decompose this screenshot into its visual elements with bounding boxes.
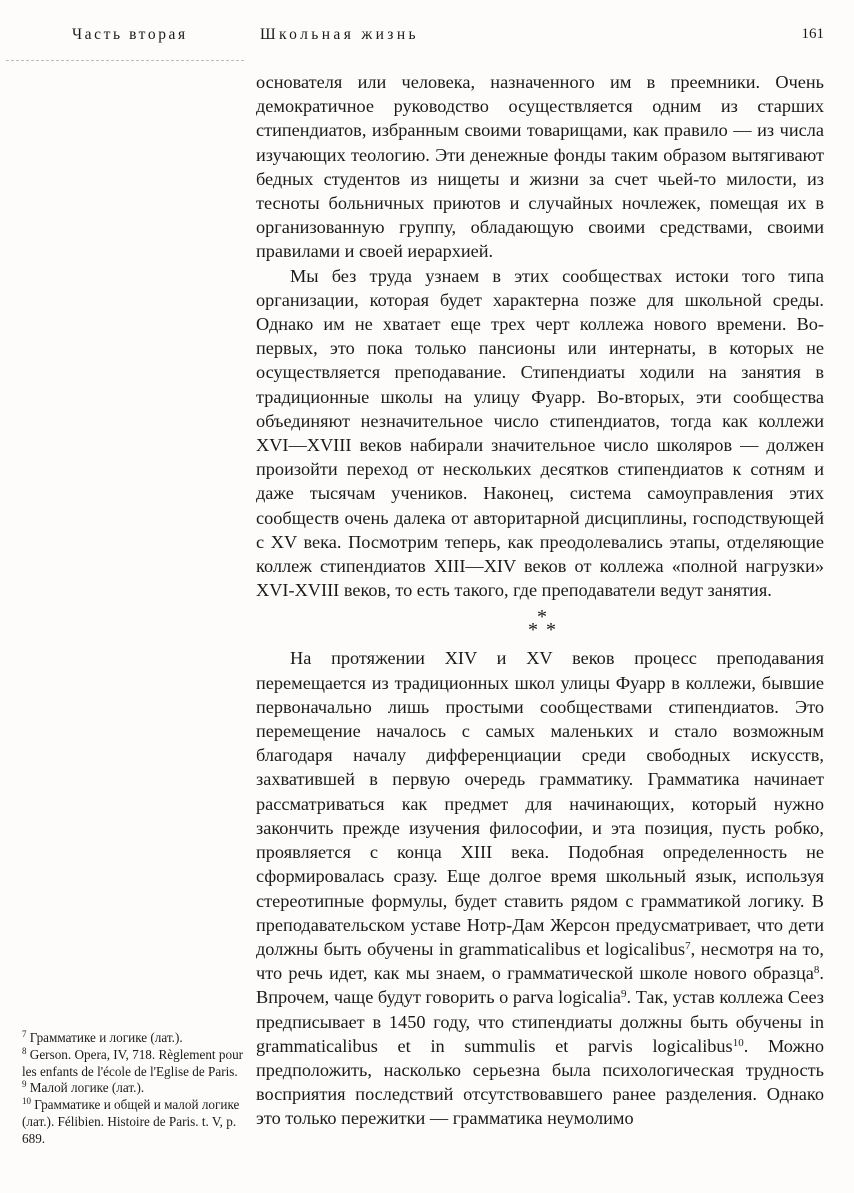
footnote-8: [22, 1047, 250, 1081]
paragraph-1: основателя или человека, назначенного им в преемники. Очень демократичное руководство осуществляется одним из старших стипендиатов, избранным своими товарищами, как правило — из числа изучающих теологию. Эти денежные фонды таким образом вытягивают бедных студентов из нищеты и жизни за счет чьей-то милости, из тесноты больничных приютов и случайных ночлежек, помещая их в организованную группу, обладающую своими средствами, своими правилами и своей иерархией.: [256, 72, 824, 262]
footnote-text: Малой логике (лат.).: [29, 1080, 145, 1096]
main-text: [256, 70, 824, 1131]
footnote-9: [22, 1080, 250, 1097]
paragraph-3-text: . Так, устав коллежа Сеез предписывает в 1450 году, что стипендиаты должны быть обучены in grammaticalibus et in summulis et parvis logicalibus: [256, 987, 825, 1056]
footnote-10: [22, 1097, 250, 1147]
footnote-text: Грамматике и логике (лат.).: [29, 1030, 183, 1045]
paragraph-3-text: . Впрочем, чаще будут говорить о parva logicalia: [256, 963, 824, 1008]
running-head: [72, 26, 824, 50]
header-rule: [6, 60, 244, 61]
chapter-title: Школьная жизнь: [260, 26, 419, 43]
footnote-ref-7[interactable]: 7: [685, 939, 691, 952]
footnote-text: Грамматике и общей и малой логике (лат.). Félibien. Histoire de Paris. t. V, p. 689.: [22, 1097, 240, 1146]
paragraph-3-text: , несмотря на то, что речь идет, как мы знаем, о грамматической школе нового образца: [256, 938, 824, 984]
paragraph-2: Мы без труда узнаем в этих сообществах истоки того типа организации, которая будет характерна позже для школьной среды. Однако им не хватает еще трех черт коллежа нового времени. Во-первых, это пока только пансионы или интернаты, в которых не осуществляется преподавание. Стипендиаты ходили на занятия в традиционные школы на улицу Фуарр. Во-вторых, эти сообщества объединяют незначительное число стипендиатов, тогда как коллежи XVI—XVIII веков набирали значительное число школяров — должен произойти переход от нескольких десятков стипендиатов к сотням и даже тысячам учеников. Наконец, система самоуправления этих сообществ очень далека от авторитарной дисциплины, господствующей с XV века. Посмотрим теперь, как преодолевались этапы, отделяющие коллеж стипендиатов XIII—XIV веков от коллежа «полной нагрузки» XVI-XVIII веков, то есть такого, где преподаватели ведут занятия.: [256, 265, 824, 601]
footnote-number: 10: [22, 1096, 31, 1107]
footnote-number: 9: [22, 1079, 27, 1090]
footnote-text: Gerson. Opera, IV, 718. Règlement pour les enfants de l'école de l'Eglise de Paris.: [22, 1046, 244, 1079]
paragraph-3: [256, 646, 824, 1130]
footnote-ref-10[interactable]: 10: [732, 1036, 744, 1049]
section-separator-asterism: [256, 606, 824, 644]
footnote-7: [22, 1030, 250, 1047]
footnote-number: 7: [22, 1029, 27, 1039]
footnote-number: 8: [22, 1045, 27, 1056]
paragraph-3-text: На протяжении XIV и XV веков процесс преподавания перемещается из традиционных школ улицы Фуарр в коллежи, бывшие первоначально лишь простыми сообществами стипендиатов. Это перемещение началось с самых маленьких и стало возможным благодаря началу дифференциации среди свободных искусств, захватившей в первую очередь грамматику. Грамматика начинает рассматриваться как предмет для начинающих, который нужно закончить прежде изучения философии, и эта позиция, пусть робко, проявляется с конца XIII века. Подобная определенность не сформировалась сразу. Еще долгое время школьный язык, используя стереотипные формулы, будет ставить рядом с грамматикой логику. В преподавательском уставе Нотр-Дам Жерсон предусматривает, что дети должны быть обучены in grammaticalibus et logicalibus: [256, 648, 824, 959]
paragraph-3-text: . Можно предположить, насколько серьезна была психологическая трудность восприятия последствий отсутствовавшего ранее разделения. Однако это только пережитки — грамматика неумолимо: [256, 1035, 825, 1129]
footnotes: [22, 1030, 250, 1148]
footnote-ref-9[interactable]: 9: [621, 988, 627, 1001]
footnote-ref-8[interactable]: 8: [813, 964, 820, 977]
page-number: 161: [801, 26, 824, 42]
asterisk: *: [528, 619, 538, 642]
asterisk: *: [546, 619, 556, 642]
part-title: Часть вторая: [72, 26, 188, 43]
asterisk: *: [537, 606, 547, 629]
